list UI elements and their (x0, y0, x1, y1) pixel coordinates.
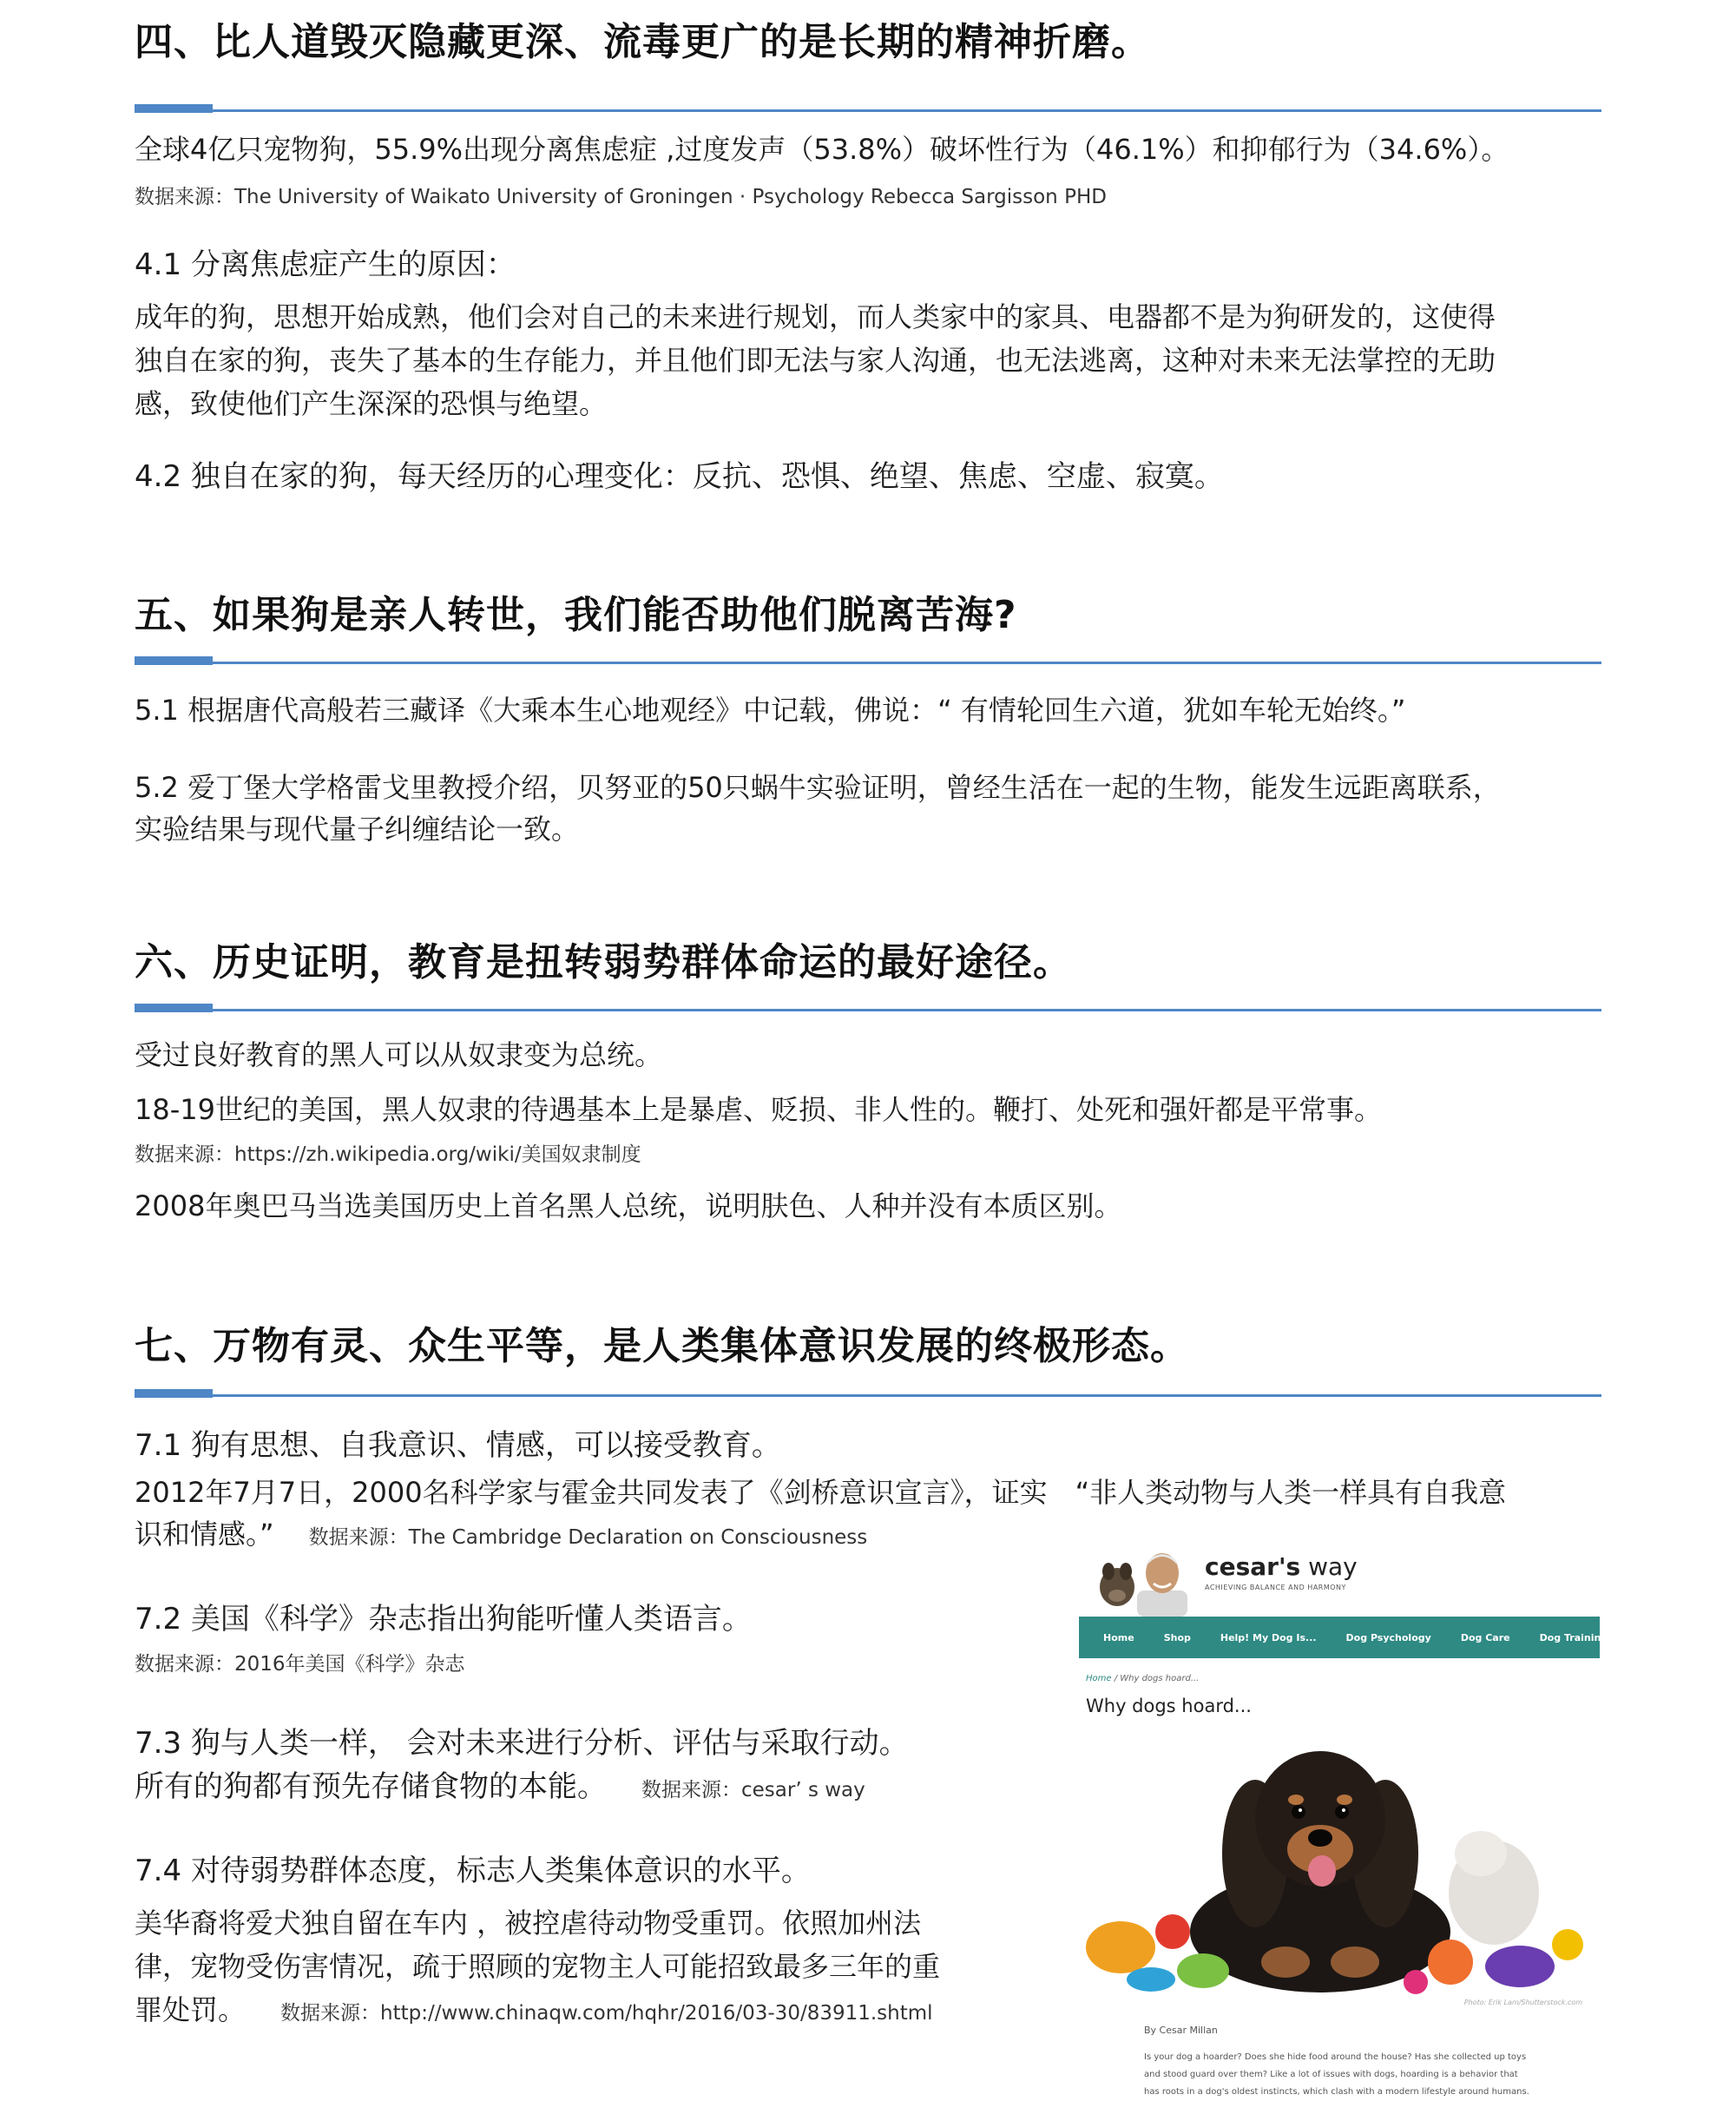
cesars-way-screenshot (1079, 1537, 1608, 2098)
nav-dog-training[interactable]: Dog Training (1539, 1631, 1608, 1643)
section-6-text-1: 受过良好教育的黑人可以从奴隶变为总统。 (135, 1038, 663, 1071)
section-5-title: 五、如果狗是亲人转世，我们能否助他们脱离苦海? (135, 593, 1017, 637)
section-7-1-line-2-text: 识和情感。” (135, 1518, 274, 1551)
section-4-2-text: 4.2 独自在家的狗，每天经历的心理变化：反抗、恐惧、绝望、焦虑、空虚、寂寞。 (135, 459, 1224, 494)
section-7-3-line-2-text: 所有的狗都有预先存储食物的本能。 (135, 1769, 607, 1804)
section-4-1-line-3: 感，致使他们产生深深的恐惧与绝望。 (135, 387, 608, 420)
section-4-1-line-2: 独自在家的狗，丧失了基本的生存能力，并且他们即无法与家人沟通，也无法逃离，这种对未来无法掌控的无助 (135, 344, 1496, 377)
nav-dog-psychology[interactable]: Dog Psychology (1345, 1631, 1431, 1643)
brand-way: way (1300, 1552, 1358, 1581)
nav-dog-care[interactable]: Dog Care (1460, 1631, 1510, 1643)
article-heading: Why dogs hoard... (1086, 1696, 1252, 1716)
nav-home[interactable]: Home (1103, 1631, 1134, 1643)
article-body-line-1: Is your dog a hoarder? Does she hide food around the house? Has she collected up toys (1144, 2052, 1527, 2062)
section-5-2-line-2: 实验结果与现代量子纠缠结论一致。 (135, 813, 580, 846)
section-7-4-line-3 (135, 1988, 933, 2035)
section-6-text-2: 18-19世纪的美国，黑人奴隶的待遇基本上是暴虐、贬损、非人性的。鞭打、处死和强奸都是平常事。 (135, 1093, 1382, 1126)
article-body-line-3: has roots in a dog's oldest instincts, which clash with a modern lifestyle around humans. (1144, 2087, 1529, 2097)
website-brand[interactable] (1205, 1552, 1358, 1581)
section-4-rule (135, 109, 1601, 112)
breadcrumb-current: / Why dogs hoard... (1111, 1674, 1200, 1683)
section-5-1-text: 5.1 根据唐代高般若三藏译《大乘本生心地观经》中记载，佛说：“ 有情轮回生六道，犹如车轮无始终。” (135, 694, 1406, 727)
section-4-1-title: 4.1 分离焦虑症产生的原因： (135, 247, 516, 282)
section-6-title: 六、历史证明，教育是扭转弱势群体命运的最好途径。 (135, 940, 1072, 985)
photo-credit: Photo: Erik Lam/Shutterstock.com (1463, 1999, 1582, 2006)
dog-with-toys-photo (1086, 1723, 1585, 1992)
section-7-1-title: 7.1 狗有思想、自我意识、情感，可以接受教育。 (135, 1428, 781, 1463)
section-4-source: 数据来源：The University of Waikato University of Groningen · Psychology Rebecca Sargisson PHD (135, 186, 1107, 208)
website-breadcrumb (1086, 1674, 1199, 1683)
rule-accent (135, 104, 213, 113)
website-nav (1079, 1617, 1608, 1658)
breadcrumb-home[interactable]: Home (1086, 1674, 1112, 1683)
cesar-and-dog-photo (1089, 1542, 1194, 1617)
brand-name: cesar's (1205, 1552, 1301, 1581)
section-6-source: 数据来源：https://zh.wikipedia.org/wiki/美国奴隶制度 (135, 1143, 641, 1166)
section-7-2-source: 数据来源：2016年美国《科学》杂志 (135, 1653, 465, 1676)
section-7-4-line-1: 美华裔将爱犬独自留在车内 ，被控虐待动物受重罚。依照加州法 (135, 1907, 922, 1940)
section-7-3-source: 数据来源：cesar’ s way (641, 1779, 865, 1801)
section-4-1-line-1: 成年的狗，思想开始成熟，他们会对自己的未来进行规划，而人类家中的家具、电器都不是为狗研发的，这使得 (135, 300, 1496, 333)
article-byline: By Cesar Millan (1144, 2025, 1218, 2036)
section-7-2-title: 7.2 美国《科学》杂志指出狗能听懂人类语言。 (135, 1602, 752, 1637)
section-7-1-line-2 (135, 1512, 867, 1559)
article-body-line-2: and stood guard over them? Like a lot of issues with dogs, hoarding is a behavior that (1144, 2070, 1518, 2079)
section-4-title: 四、比人道毁灭隐藏更深、流毒更广的是长期的精神折磨。 (135, 20, 1150, 64)
section-7-4-title: 7.4 对待弱势群体态度，标志人类集体意识的水平。 (135, 1854, 811, 1888)
section-7-rule (135, 1394, 1601, 1397)
website-header (1079, 1537, 1600, 1617)
article-body (1144, 2049, 1578, 2101)
section-7-4-line-2: 律，宠物受伤害情况，疏于照顾的宠物主人可能招致最多三年的重 (135, 1950, 941, 1983)
section-7-4-line-3-text: 罪处罚。 (135, 1993, 247, 2026)
section-7-1-source: 数据来源：The Cambridge Declaration on Consciousness (308, 1526, 868, 1549)
rule-accent (135, 1004, 213, 1012)
rule-accent (135, 1389, 213, 1398)
section-5-rule (135, 662, 1601, 664)
section-7-3-line-2 (135, 1765, 865, 1812)
section-7-title: 七、万物有灵、众生平等，是人类集体意识发展的终极形态。 (135, 1324, 1189, 1368)
section-7-3-title: 7.3 狗与人类一样， 会对未来进行分析、评估与采取行动。 (135, 1726, 909, 1761)
rule-accent (135, 656, 213, 665)
section-7-4-source: 数据来源：http://www.chinaqw.com/hqhr/2016/03-30/83911.shtml (280, 2002, 933, 2025)
section-7-1-line-1: 2012年7月7日，2000名科学家与霍金共同发表了《剑桥意识宣言》，证实 “非人类动物与人类一样具有自我意 (135, 1476, 1507, 1509)
section-4-stat: 全球4亿只宠物狗，55.9%出现分离焦虑症 ,过度发声（53.8%）破坏性行为（46.1%）和抑郁行为（34.6%）。 (135, 133, 1509, 166)
website-tagline: ACHIEVING BALANCE AND HARMONY (1205, 1584, 1346, 1591)
nav-shop[interactable]: Shop (1163, 1631, 1191, 1643)
section-6-rule (135, 1009, 1601, 1011)
section-6-text-3: 2008年奥巴马当选美国历史上首名黑人总统，说明肤色、人种并没有本质区别。 (135, 1189, 1122, 1222)
nav-help[interactable]: Help! My Dog Is... (1220, 1631, 1317, 1643)
section-5-2-line-1: 5.2 爱丁堡大学格雷戈里教授介绍，贝努亚的50只蜗牛实验证明，曾经生活在一起的生物，能发生远距离联系， (135, 771, 1501, 804)
